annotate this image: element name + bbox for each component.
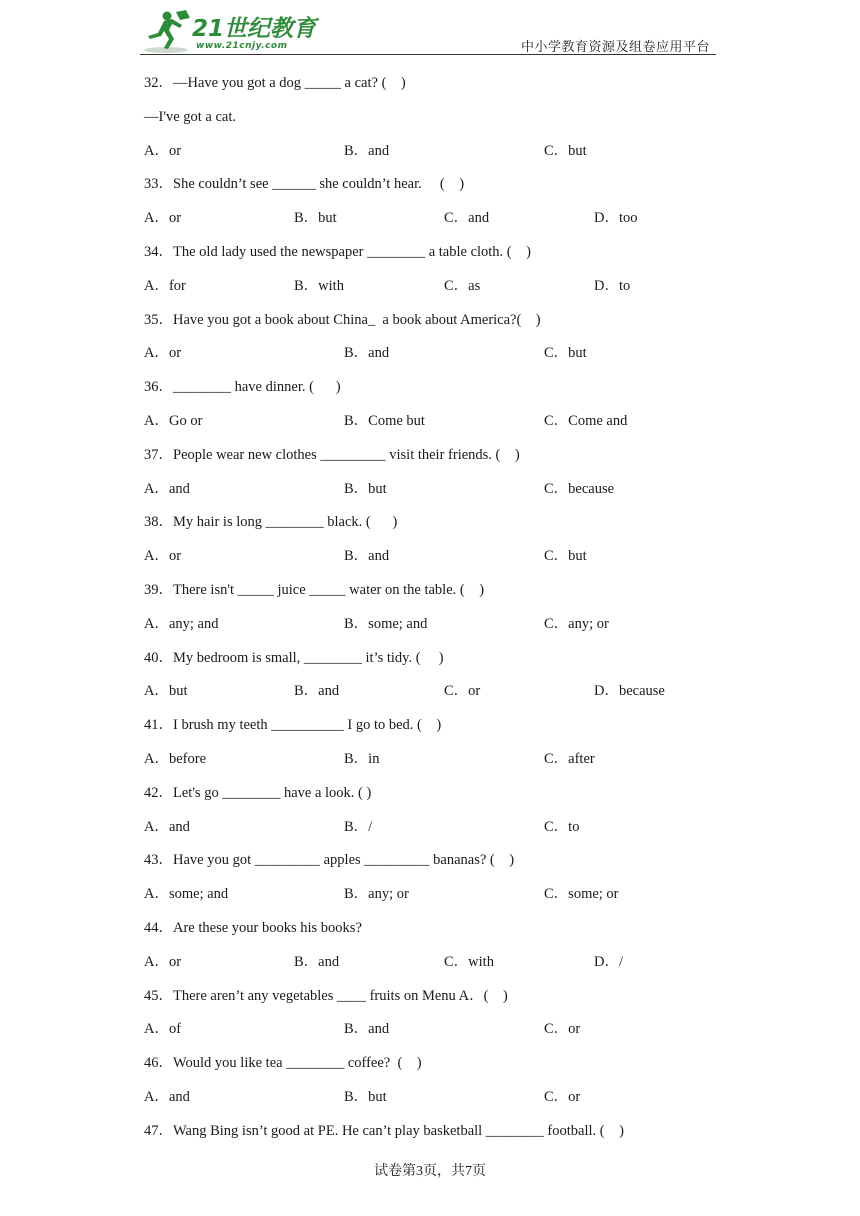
option-a[interactable]: A．of [144, 1021, 182, 1038]
option-c[interactable]: C．to [544, 818, 580, 835]
option-row [144, 275, 724, 309]
option-row [144, 1018, 724, 1052]
question-answer-line: —I've got a cat. [144, 108, 236, 125]
option-d[interactable]: D．to [594, 277, 631, 294]
logo-21cnjy [140, 6, 320, 56]
option-row [144, 410, 724, 444]
option-c[interactable]: C．any; or [544, 615, 609, 632]
option-b[interactable]: B．but [344, 1088, 387, 1105]
question-stem: 42．Let's go ________ have a look. ( ) [144, 784, 372, 801]
option-c[interactable]: C．because [544, 480, 615, 497]
option-c[interactable]: C．or [444, 683, 481, 700]
option-c[interactable]: C．but [544, 142, 587, 159]
option-b[interactable]: B．with [294, 277, 344, 294]
question-stem: 38．My hair is long ________ black. ( ) [144, 514, 398, 531]
question-stem: 39．There isn't _____ juice _____ water on the table. ( ) [144, 581, 485, 598]
option-a[interactable]: A．some; and [144, 886, 229, 903]
question-stem: 41．I brush my teeth __________ I go to bed. ( ) [144, 717, 442, 734]
runner-icon [144, 10, 190, 53]
question-stem: 46．Would you like tea ________ coffee? ( ) [144, 1055, 422, 1072]
option-b[interactable]: B．in [344, 750, 380, 767]
option-a[interactable]: A．or [144, 345, 182, 362]
option-row [144, 748, 724, 782]
logo-url-text: www.21cnjy.com [196, 41, 288, 51]
option-c[interactable]: C．Come and [544, 412, 628, 429]
question-list [144, 72, 724, 1154]
option-d[interactable]: D．too [594, 210, 638, 227]
option-c[interactable]: C．with [444, 953, 494, 970]
option-row [144, 140, 724, 174]
question-stem: 37．People wear new clothes _________ visit their friends. ( ) [144, 446, 520, 463]
option-c[interactable]: C．and [444, 210, 490, 227]
option-c[interactable]: C．but [544, 548, 587, 565]
option-b[interactable]: B．any; or [344, 886, 409, 903]
question-stem: 43．Have you got _________ apples _________ bananas? ( ) [144, 852, 515, 869]
question-stem: 35．Have you got a book about China_ a book about America?( ) [144, 311, 541, 328]
option-b[interactable]: B．and [344, 142, 390, 159]
option-b[interactable]: B．and [294, 683, 340, 700]
option-row [144, 1086, 724, 1120]
option-b[interactable]: B．/ [344, 818, 373, 835]
option-b[interactable]: B．but [344, 480, 387, 497]
option-a[interactable]: A．or [144, 548, 182, 565]
option-b[interactable]: B．some; and [344, 615, 428, 632]
question-stem: 40．My bedroom is small, ________ it’s tidy. ( ) [144, 649, 444, 666]
option-a[interactable]: A．but [144, 683, 188, 700]
question-stem: 32．—Have you got a dog _____ a cat? ( ) [144, 75, 406, 91]
option-row [144, 478, 724, 512]
page-header [140, 6, 716, 58]
option-a[interactable]: A．Go or [144, 412, 203, 429]
platform-label: 中小学教育资源及组卷应用平台 [520, 40, 710, 55]
option-b[interactable]: B．but [294, 210, 337, 227]
option-b[interactable]: B．and [344, 1021, 390, 1038]
option-d[interactable]: D．because [594, 683, 665, 700]
option-c[interactable]: C．or [544, 1088, 581, 1105]
option-c[interactable]: C．but [544, 345, 587, 362]
option-row [144, 883, 724, 917]
question-stem: 33．She couldn’t see ______ she couldn’t hear. ( ) [144, 176, 465, 193]
option-c[interactable]: C．some; or [544, 886, 619, 903]
option-a[interactable]: A．or [144, 142, 182, 159]
option-b[interactable]: B．and [294, 953, 340, 970]
option-b[interactable]: B．and [344, 548, 390, 565]
option-a[interactable]: A．and [144, 480, 190, 497]
logo-cn-text: 21世纪教育 [192, 16, 317, 42]
question-stem: 36．________ have dinner. ( ) [144, 379, 341, 396]
question-stem: 34．The old lady used the newspaper ________ a table cloth. ( ) [144, 243, 531, 260]
option-row [144, 816, 724, 850]
option-c[interactable]: C．as [444, 277, 481, 294]
question-stem: 47．Wang Bing isn’t good at PE. He can’t play basketball ________ football. ( ) [144, 1122, 624, 1139]
question-stem: 45．There aren’t any vegetables ____ fruits on Menu A．( ) [144, 987, 508, 1004]
option-c[interactable]: C．after [544, 750, 595, 767]
header-divider [140, 54, 716, 55]
option-row [144, 342, 724, 376]
option-row [144, 951, 724, 985]
option-row [144, 613, 724, 647]
option-a[interactable]: A．before [144, 750, 207, 767]
option-a[interactable]: A．any; and [144, 615, 219, 632]
option-a[interactable]: A．or [144, 210, 182, 227]
option-c[interactable]: C．or [544, 1021, 581, 1038]
option-row [144, 545, 724, 579]
option-row [144, 207, 724, 241]
question-stem: 44．Are these your books his books? [144, 919, 362, 936]
option-a[interactable]: A．and [144, 818, 190, 835]
page-footer: 试卷第3页，共7页 [374, 1164, 486, 1179]
option-a[interactable]: A．or [144, 953, 182, 970]
option-b[interactable]: B．Come but [344, 412, 425, 429]
option-b[interactable]: B．and [344, 345, 390, 362]
option-a[interactable]: A．and [144, 1088, 190, 1105]
option-row [144, 680, 724, 714]
option-a[interactable]: A．for [144, 277, 186, 294]
option-d[interactable]: D．/ [594, 953, 623, 970]
